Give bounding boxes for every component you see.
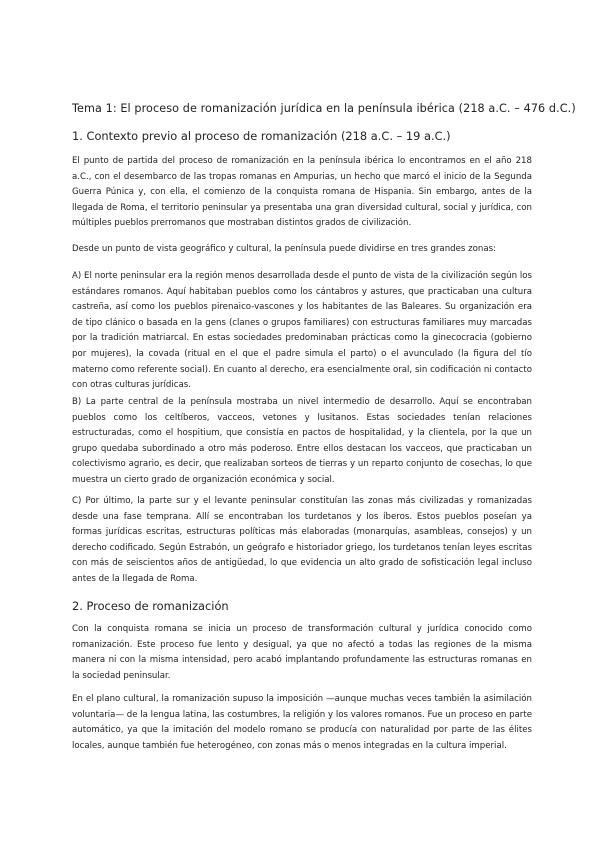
document-title: Tema 1: El proceso de romanización jurídica en la península ibérica (218 a.C. – 476 d.C.) [72, 102, 576, 115]
section-2-heading: 2. Proceso de romanización [72, 599, 229, 613]
section-2-paragraph-2: En el plano cultural, la romanización supuso la imposición —aunque muchas veces también la asimilación voluntaria— de la lengua latina, las costumbres, la religión y los valores romanos. Fue un proceso en parte automático, ya que la imitación del modelo romano se producía con naturalidad por parte de las élites locales, aunque también fue heterogéneo, con zonas más o menos integradas en la cultura imperial. [72, 694, 532, 751]
section-1-paragraph-zones: Desde un punto de vista geográfico y cultural, la península puede dividirse en tres grandes zonas: [72, 244, 496, 254]
section-2-paragraph-1: Con la conquista romana se inicia un proceso de transformación cultural y jurídica conocido como romanización. Este proceso fue lento y desigual, ya que no afectó a todas las regiones de la misma manera ni con la misma intensidad, pero acabó implantando profundamente las estructuras romanas en la sociedad peninsular. [72, 624, 532, 681]
section-1-paragraph-c: C) Por último, la parte sur y el levante peninsular constituían las zonas más civilizadas y romanizadas desde una fase temprana. Allí se encontraban los turdetanos y los íberos. Estos pueblos poseían ya formas jurídicas escritas, estructuras políticas más elaboradas (monarquías, asambleas, consejos) y un derecho codificado. Según Estrabón, un geógrafo e historiador griego, los turdetanos tenían leyes escritas con más de seiscientos años de antigüedad, lo que evidencia un alto grado de sofisticación legal incluso antes de la llegada de Roma. [72, 496, 532, 584]
section-1-paragraph-intro: El punto de partida del proceso de romanización en la península ibérica lo encontramos en el año 218 a.C., con el desembarco de las tropas romanas en Ampurias, un hecho que marcó el inicio de la Segunda Guerra Púnica y, con ella, el comienzo de la conquista romana de Hispania. Sin embargo, antes de la llegada de Roma, el territorio peninsular ya presentaba una gran diversidad cultural, social y jurídica, con múltiples pueblos prerromanos que mostraban distintos grados de civilización. [72, 156, 532, 229]
section-1-heading: 1. Contexto previo al proceso de romanización (218 a.C. – 19 a.C.) [72, 129, 451, 143]
section-1-paragraph-a: A) El norte peninsular era la región menos desarrollada desde el punto de vista de la civilización según los estándares romanos. Aquí habitaban pueblos como los cántabros y astures, que practicaban una cultura castreña, así como los pueblos pirenaico-vascones y los habitantes de las Baleares. Su organización era de tipo clánico o basada en la gens (clanes o grupos familiares) con estructuras familiares muy marcadas por la tradición matriarcal. En estas sociedades predominaban prácticas como la ginecocracia (gobierno por mujeres), la covada (ritual en el que el padre simula el parto) o el avunculado (la figura del tío materno como referente social). En cuanto al derecho, era esencialmente oral, sin codificación ni contacto con otras culturas jurídicas. [72, 271, 532, 391]
section-1-paragraph-b: B) La parte central de la península mostraba un nivel intermedio de desarrollo. Aquí se encontraban pueblos como los celtíberos, vacceos, vetones y lusitanos. Estas sociedades tenían relaciones estructuradas, como el hospitium, que consistía en pactos de hospitalidad, y la clientela, por la que un grupo quedaba subordinado a otro más poderoso. Entre ellos destacan los vacceos, que practicaban un colectivismo agrario, es decir, que realizaban sorteos de tierras y un reparto conjunto de cosechas, lo que muestra un cierto grado de organización económica y social. [72, 397, 532, 485]
